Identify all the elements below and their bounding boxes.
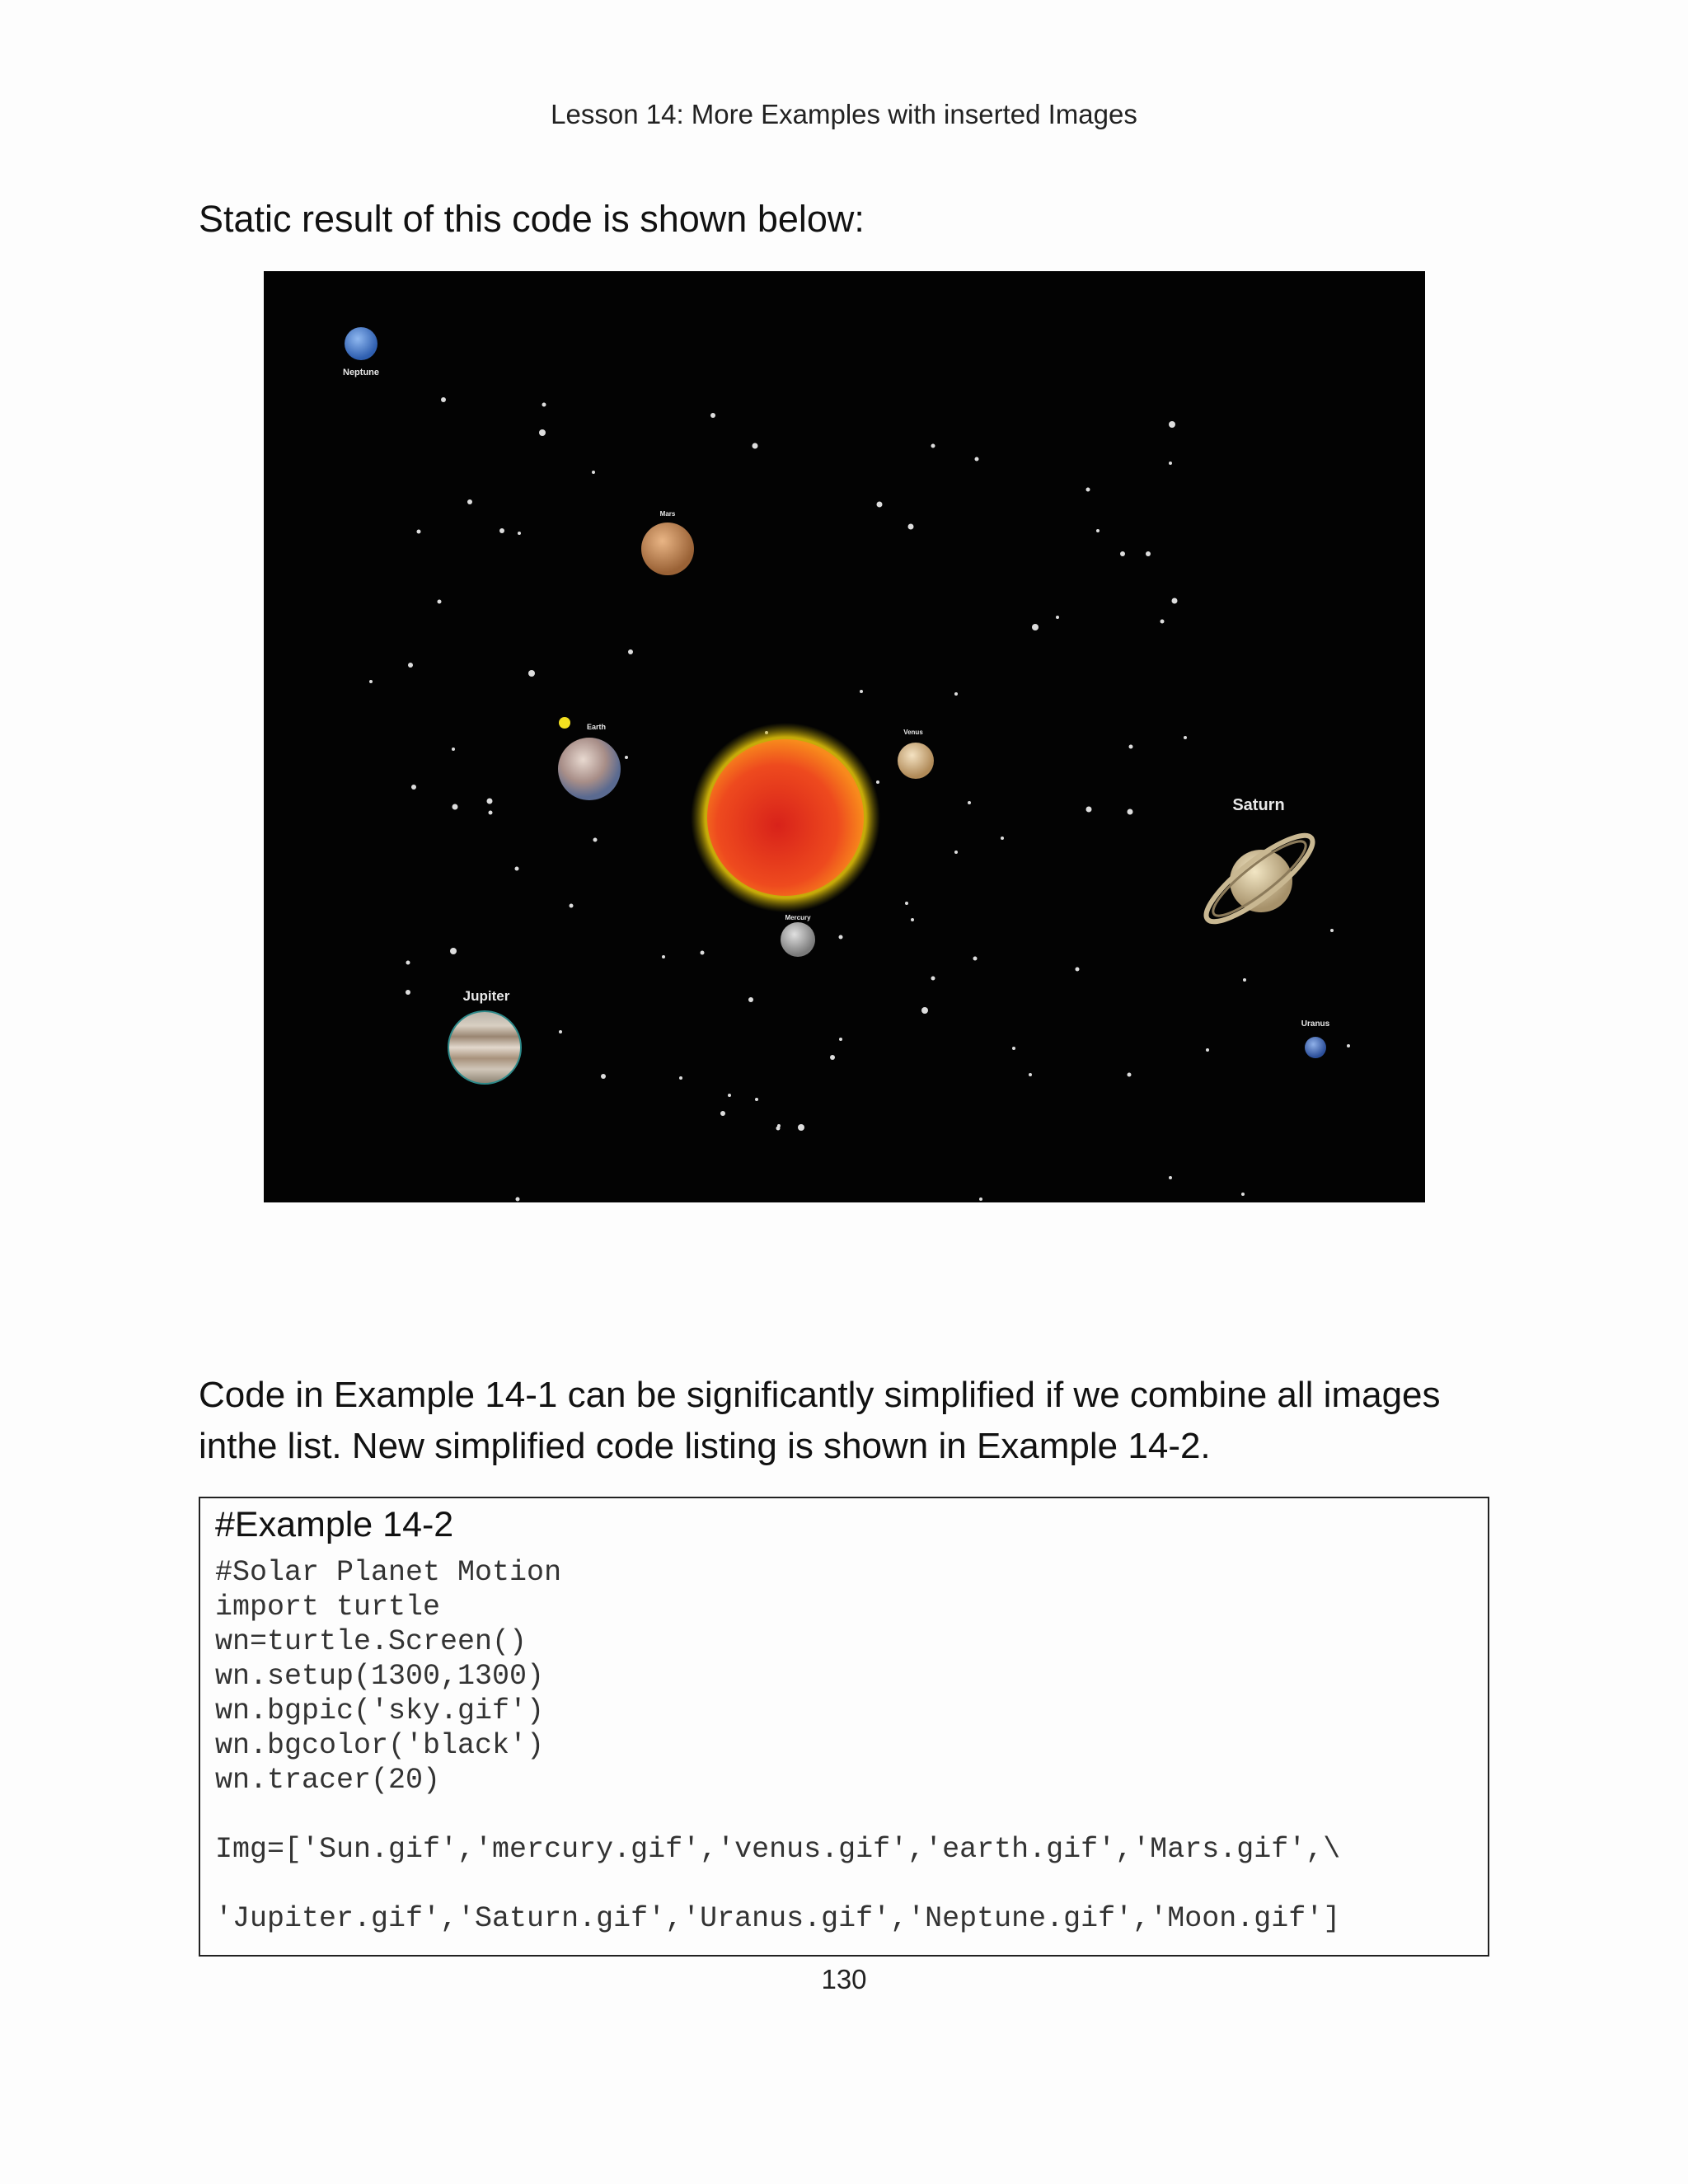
code-line: wn=turtle.Screen() xyxy=(215,1625,528,1658)
neptune-label: Neptune xyxy=(343,368,379,377)
mars-label: Mars xyxy=(659,510,676,518)
sun xyxy=(691,723,880,912)
code-line: wn.bgcolor('black') xyxy=(215,1729,545,1762)
code-line: 'Jupiter.gif','Saturn.gif','Uranus.gif','Neptune.gif','Moon.gif'] xyxy=(215,1902,1341,1935)
saturn-planet xyxy=(1196,796,1322,934)
earth-label: Earth xyxy=(587,723,607,731)
paragraph-line-1: Code in Example 14-1 can be significantly simplified if we combine all images xyxy=(199,1375,1441,1415)
neptune-planet xyxy=(343,327,379,377)
mercury-planet xyxy=(781,914,815,957)
code-line: wn.bgpic('sky.gif') xyxy=(215,1694,545,1727)
venus-planet xyxy=(898,729,934,779)
code-line: Img=['Sun.gif','mercury.gif','venus.gif','earth.gif','Mars.gif',\ xyxy=(215,1833,1341,1866)
code-line: #Solar Planet Motion xyxy=(215,1556,562,1589)
code-line: wn.tracer(20) xyxy=(215,1764,441,1797)
earth-planet xyxy=(558,717,621,800)
uranus-planet xyxy=(1301,1019,1330,1058)
uranus-label: Uranus xyxy=(1301,1019,1330,1029)
code-title: #Example 14-2 xyxy=(215,1505,454,1544)
jupiter-label: Jupiter xyxy=(462,988,510,1004)
code-line: import turtle xyxy=(215,1591,441,1624)
mars-planet xyxy=(641,510,694,575)
paragraph-line-2: inthe list. New simplified code listing is shown in Example 14-2. xyxy=(199,1426,1211,1466)
venus-label: Venus xyxy=(903,729,923,736)
saturn-label: Saturn xyxy=(1232,796,1285,814)
jupiter-planet xyxy=(448,988,521,1084)
code-line: wn.setup(1300,1300) xyxy=(215,1660,545,1693)
page-header: Lesson 14: More Examples with inserted Images xyxy=(551,99,1137,129)
body-paragraph xyxy=(199,1370,1484,1472)
intro-text: Static result of this code is shown below: xyxy=(199,198,865,240)
page-number: 130 xyxy=(821,1964,867,1994)
code-listing xyxy=(199,1497,1489,1957)
mercury-label: Mercury xyxy=(785,914,811,921)
solar-system-image xyxy=(264,271,1425,1202)
